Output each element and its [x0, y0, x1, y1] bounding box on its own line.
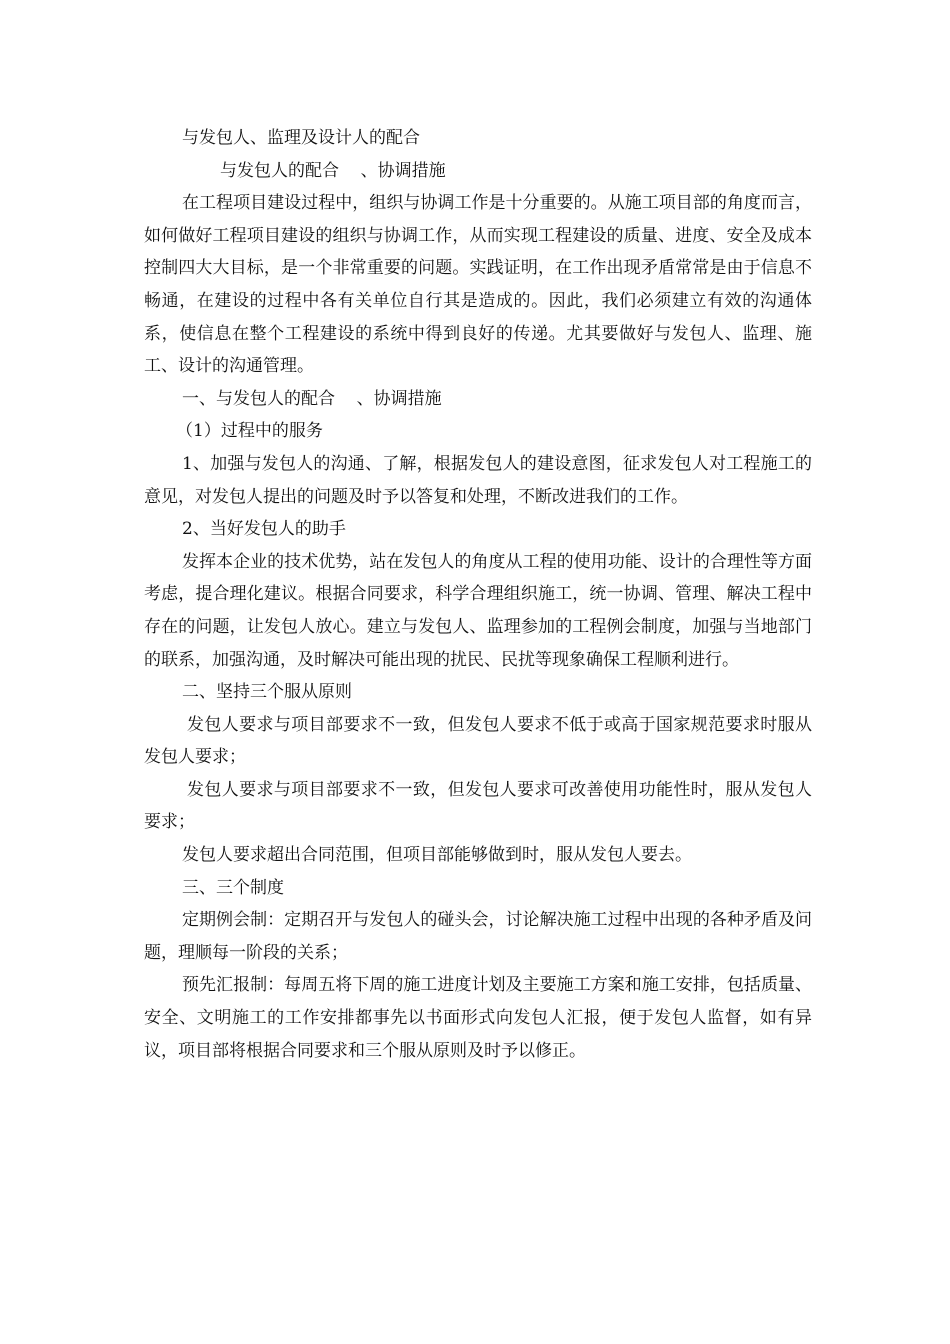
subheading-process-service: （1）过程中的服务 [176, 421, 323, 442]
system-2-paragraph: 预先汇报制：每周五将下周的施工进度计划及主要施工方案和施工安排，包括质量、安全、文明施工的工作安排都事先以书面形式向发包人汇报，便于发包人监督，如有异议，项目部将根据合同要求和三个服从原则及时予以修正。 [144, 975, 812, 1061]
item-2-paragraph: 发挥本企业的技术优势，站在发包人的角度从工程的使用功能、设计的合理性等方面考虑，提合理化建议。根据合同要求，科学合理组织施工，统一协调、管理、解决工程中存在的问题，让发包人放心。建立与发包人、监理参加的工程例会制度，加强与当地部门的联系，加强沟通，及时解决可能出现的扰民、民扰等现象确保工程顺利进行。 [144, 551, 812, 670]
section-title: 与发包人、监理及设计人的配合 [182, 128, 420, 148]
heading-1 [144, 383, 812, 416]
subsection-title-part-a: 与发包人的配合 [220, 160, 339, 181]
heading-2: 二、坚持三个服从原则 [182, 682, 352, 703]
subsection-title-part-b: 、协调措施 [360, 160, 446, 181]
principle-1-paragraph: 发包人要求与项目部要求不一致，但发包人要求不低于或高于国家规范要求时服从发包人要求； [144, 714, 812, 768]
principle-2-paragraph: 发包人要求与项目部要求不一致，但发包人要求可改善使用功能性时，服从发包人要求； [144, 779, 812, 833]
subsection-title [144, 155, 812, 188]
item-1-paragraph: 1、加强与发包人的沟通、了解，根据发包人的建设意图，征求发包人对工程施工的意见，对发包人提出的问题及时予以答复和处理，不断改进我们的工作。 [144, 453, 812, 507]
document-page [144, 122, 812, 1067]
item-2-heading: 2、当好发包人的助手 [182, 519, 346, 540]
heading-3: 三、三个制度 [182, 877, 284, 898]
principle-3-paragraph: 发包人要求超出合同范围，但项目部能够做到时，服从发包人要去。 [182, 845, 692, 866]
heading-1-part-b: 、协调措施 [356, 388, 442, 409]
system-1-paragraph: 定期例会制：定期召开与发包人的碰头会，讨论解决施工过程中出现的各种矛盾及问题，理顺每一阶段的关系； [144, 910, 812, 963]
heading-1-part-a: 一、与发包人的配合 [182, 388, 335, 409]
intro-paragraph: 在工程项目建设过程中，组织与协调工作是十分重要的。从施工项目部的角度而言，如何做好工程项目建设的组织与协调工作，从而实现工程建设的质量、进度、安全及成本控制四大大目标，是一个非常重要的问题。实践证明，在工作出现矛盾常常是由于信息不畅通，在建设的过程中各有关单位自行其是造成的。因此，我们必须建立有效的沟通体系，使信息在整个工程建设的系统中得到良好的传递。尤其要做好与发包人、监理、施工、设计的沟通管理。 [144, 193, 812, 377]
